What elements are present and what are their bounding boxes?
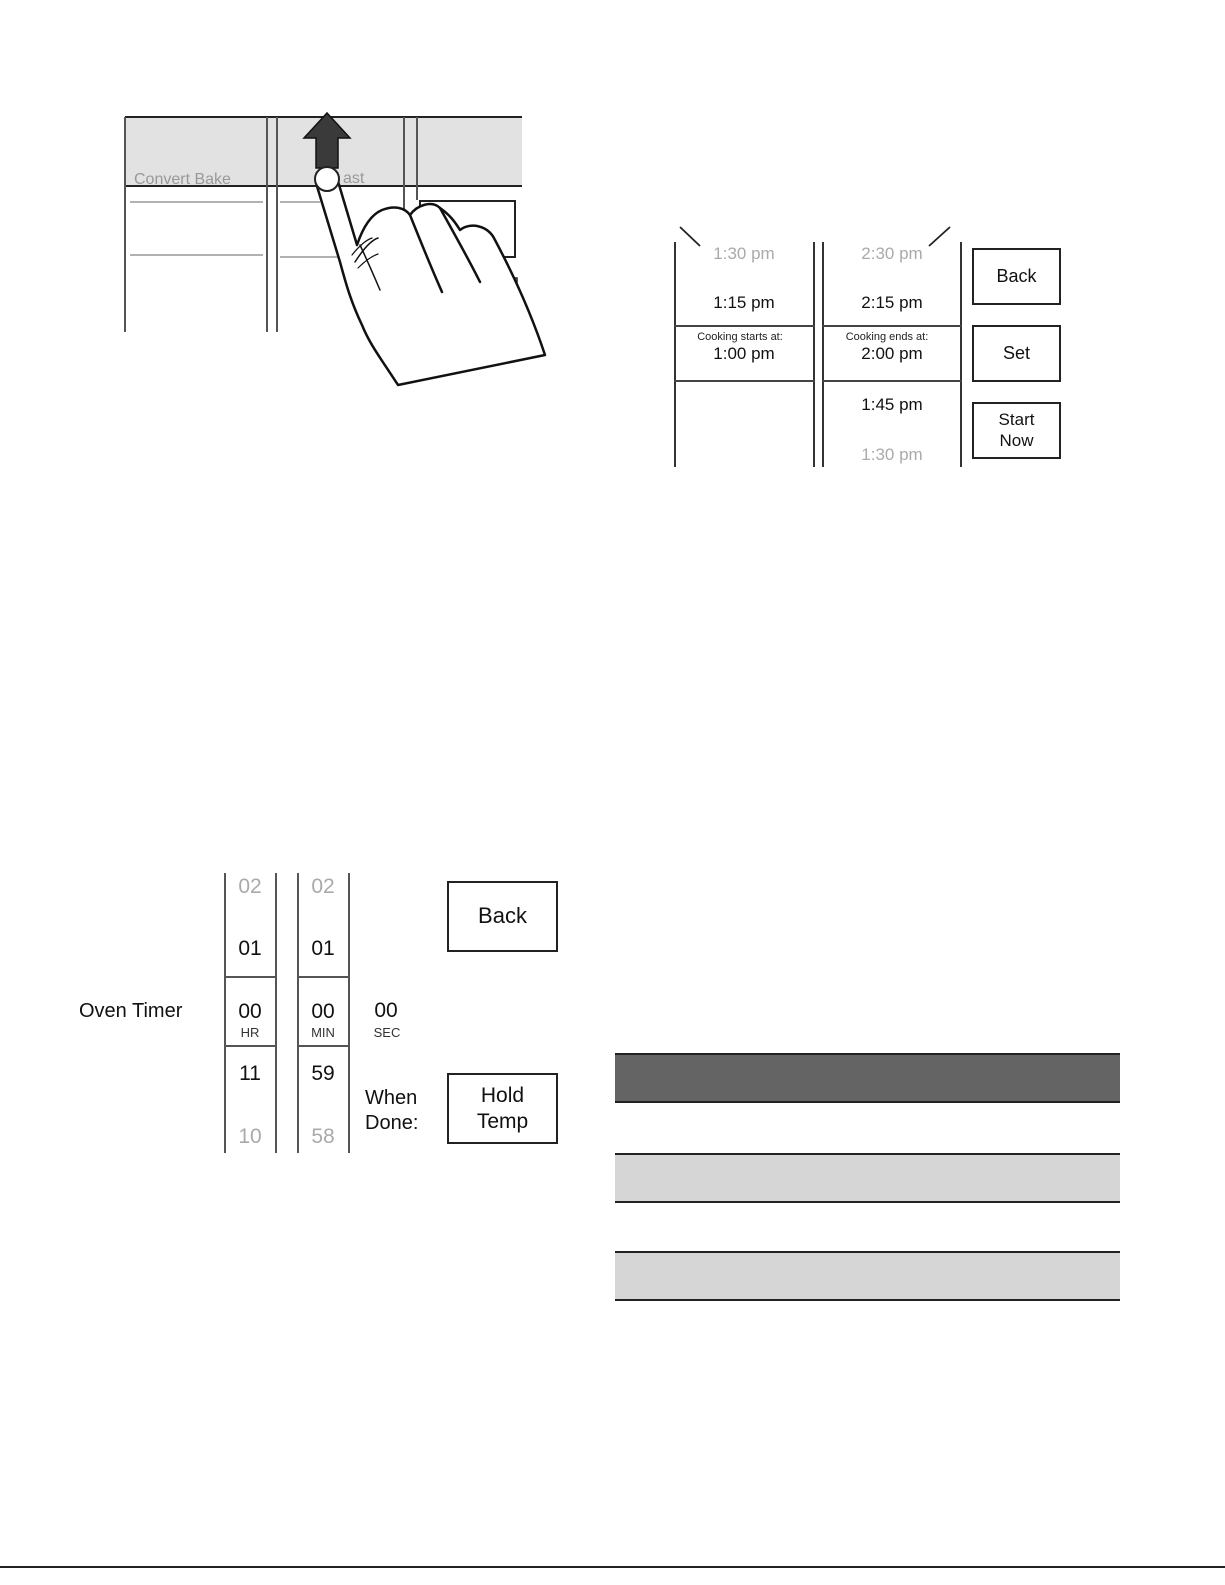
- end-time-selected[interactable]: 2:00 pm: [861, 344, 923, 363]
- table-row: [615, 1203, 1120, 1253]
- end-time-option[interactable]: 2:30 pm: [861, 244, 923, 263]
- tab-roast-label: ast: [343, 170, 365, 187]
- seconds-value: 00: [374, 999, 398, 1022]
- set-button-label: Set: [1002, 342, 1031, 363]
- hours-selected[interactable]: 00: [238, 1000, 262, 1023]
- hours-option[interactable]: 02: [238, 875, 262, 898]
- hold-temp-button-label: Hold Temp: [476, 1084, 529, 1133]
- minutes-unit-label: MIN: [311, 1025, 335, 1040]
- minutes-option[interactable]: 58: [311, 1125, 335, 1148]
- end-time-caption: Cooking ends at:: [845, 331, 929, 343]
- start-time-option[interactable]: 1:15 pm: [713, 293, 775, 312]
- end-time-option[interactable]: 1:30 pm: [861, 445, 923, 464]
- end-time-option[interactable]: 2:15 pm: [861, 293, 923, 312]
- minutes-selected[interactable]: 00: [311, 1000, 335, 1023]
- table-header-row: [615, 1053, 1120, 1103]
- back-button[interactable]: [972, 248, 1061, 305]
- minutes-option[interactable]: 02: [311, 875, 335, 898]
- delay-start-picker: [660, 220, 1080, 480]
- timer-back-button-label: Back: [478, 903, 527, 929]
- start-now-button[interactable]: [972, 402, 1061, 459]
- table-row: [615, 1251, 1120, 1301]
- start-time-option[interactable]: 1:30 pm: [713, 244, 775, 263]
- minutes-option[interactable]: 01: [311, 937, 335, 960]
- hold-temp-button[interactable]: [447, 1073, 558, 1144]
- start-time-caption: Cooking starts at:: [697, 331, 783, 343]
- page-bottom-rule: [0, 1566, 1225, 1568]
- seconds-unit-label: SEC: [373, 1025, 401, 1040]
- oven-timer-label: Oven Timer: [79, 1000, 183, 1022]
- table-row: [615, 1103, 1120, 1153]
- hand-swipe-icon: [316, 173, 545, 385]
- hours-unit-label: HR: [240, 1025, 260, 1040]
- start-time-selected[interactable]: 1:00 pm: [713, 344, 775, 363]
- hours-option[interactable]: 01: [238, 937, 262, 960]
- hours-option[interactable]: 10: [238, 1125, 262, 1148]
- tab-convert-bake-label: Convert Bake: [134, 171, 231, 188]
- start-now-button-label: Start Now: [998, 410, 1035, 450]
- oven-timer-panel: [60, 865, 570, 1165]
- back-button-label: Back: [996, 265, 1037, 286]
- swipe-up-illustration: [0, 0, 600, 420]
- hours-option[interactable]: 11: [239, 1062, 261, 1085]
- set-button[interactable]: [972, 325, 1061, 382]
- minutes-option[interactable]: 59: [311, 1062, 335, 1085]
- when-done-label: When Done:: [365, 1087, 419, 1134]
- end-time-option[interactable]: 1:45 pm: [861, 395, 923, 414]
- timer-back-button[interactable]: [447, 881, 558, 952]
- table-row: [615, 1153, 1120, 1203]
